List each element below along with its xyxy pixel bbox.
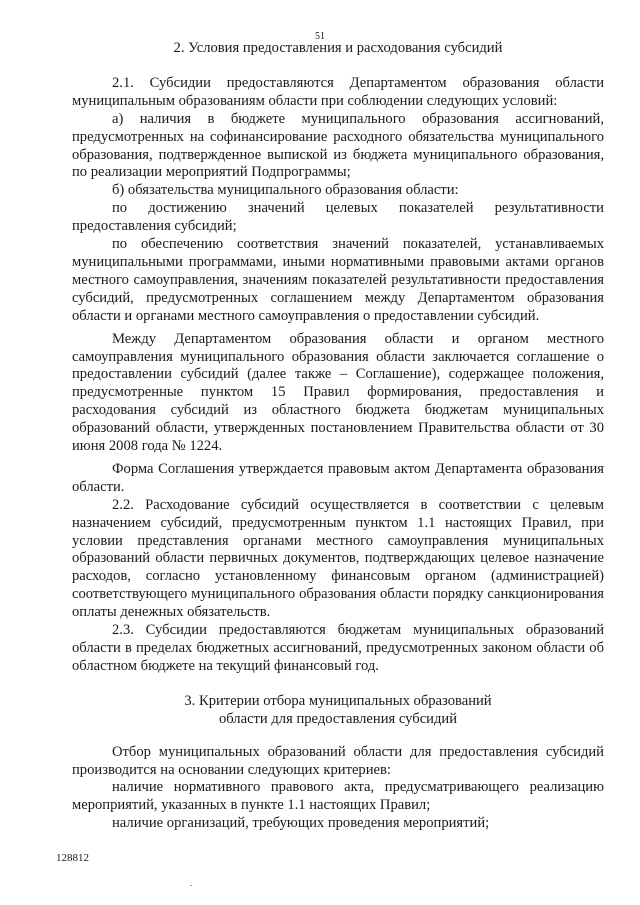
paragraph-condition-a: а) наличия в бюджете муниципального образования ассигнований, предусмотренных на софинансирование расходного обязательства муниципального образования, подтвержденное выпиской из бюджета муниципального образования, по реализации мероприятий Подпрограммы; <box>72 110 604 181</box>
paragraph-2-3: 2.3. Субсидии предоставляются бюджетам муниципальных образований области в пределах бюджетных ассигнований, предусмотренных законом области об областном бюджете на текущий финансовый год. <box>72 622 604 674</box>
paragraph-2-1: 2.1. Субсидии предоставляются Департаментом образования области муниципальным образованиям области при соблюдении следующих условий: <box>72 74 604 109</box>
paragraph-condition-b: б) обязательства муниципального образования области: <box>112 182 459 199</box>
footer-code: 128812 <box>56 852 89 864</box>
section-3-heading <box>72 693 604 729</box>
section-2-heading: 2. Условия предоставления и расходования субсидий <box>173 40 503 56</box>
paragraph-criterion-organizations: наличие организаций, требующих проведения мероприятий; <box>112 815 490 832</box>
scan-speck <box>190 885 192 886</box>
paragraph-2-2: 2.2. Расходование субсидий осуществляется в соответствии с целевым назначением субсидий, предусмотренным пунктом 1.1 настоящих Правил, при условии представления органами местного самоуправления муниципальных образований области первичных документов, подтверждающих целевое назначение расходов, согласно установленному финансовым органом (администрацией) соответствующего муниципального образования области порядку санкционирования оплаты денежных обязательств. <box>72 496 604 621</box>
paragraph-criterion-act: наличие нормативного правового акта, предусматривающего реализацию мероприятий, указанных в пункте 1.1 настоящих Правил; <box>72 779 604 814</box>
paragraph-agreement: Между Департаментом образования области и органом местного самоуправления муниципального образования области заключается соглашение о предоставлении субсидий (далее также – Соглашение), содержащее положения, предусмотренные пунктом 15 Правил формирования, предоставления и расходования субсидий из областного бюджета бюджетам муниципальных образований области, утвержденных постановлением Правительства области от 30 июня 2008 года № 1224. <box>72 330 604 455</box>
paragraph-selection: Отбор муниципальных образований области для предоставления субсидий производится на основании следующих критериев: <box>72 743 604 778</box>
page-number: 51 <box>315 31 325 42</box>
paragraph-obligation-targets: по достижению значений целевых показателей результативности предоставления субсидий; <box>72 200 604 235</box>
paragraph-agreement-form: Форма Соглашения утверждается правовым актом Департамента образования области. <box>72 460 604 495</box>
document-body <box>72 40 604 833</box>
paragraph-obligation-indicators: по обеспечению соответствия значений показателей, устанавливаемых муниципальными программами, иными нормативными правовыми актами органов местного самоуправления, значениям показателей результативности предоставления субсидий, предусмотренных соглашением между Департаментом образования области и органами местного самоуправления о предоставлении субсидий. <box>72 236 604 324</box>
section-3-heading-line-2: области для предоставления субсидий <box>218 710 458 727</box>
section-3-heading-line-1: 3. Критерии отбора муниципальных образований <box>184 692 492 709</box>
